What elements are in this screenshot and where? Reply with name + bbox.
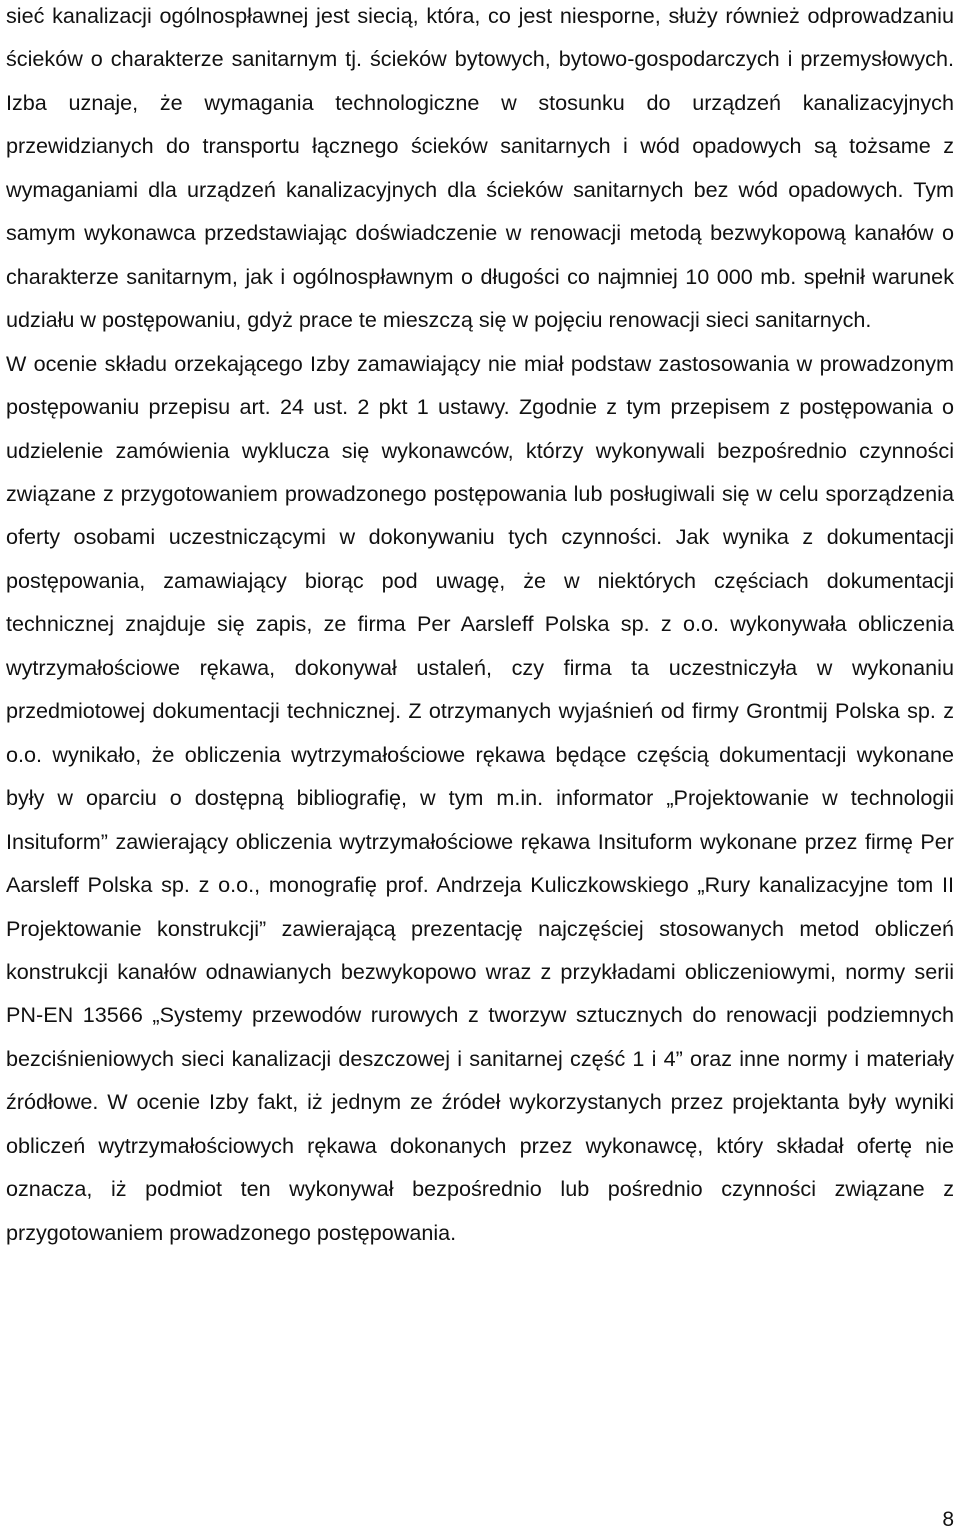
document-body	[6, 0, 954, 1254]
page-number: 8	[942, 1508, 954, 1531]
paragraph-1: sieć kanalizacji ogólnospławnej jest siecią, która, co jest niesporne, służy również odprowadzaniu ścieków o charakterze sanitarnym tj. ścieków bytowych, bytowo-gospodarczych i przemysłowych. Izba uznaje, że wymagania technologiczne w stosunku do urządzeń kanalizacyjnych przewidzianych do transportu łącznego ścieków sanitarnych i wód opadowych są tożsame z wymaganiami dla urządzeń kanalizacyjnych dla ścieków sanitarnych bez wód opadowych. Tym samym wykonawca przedstawiając doświadczenie w renowacji metodą bezwykopową kanałów o charakterze sanitarnym, jak i ogólnospławnym o długości co najmniej 10 000 mb. spełnił warunek udziału w postępowaniu, gdyż prace te mieszczą się w pojęciu renowacji sieci sanitarnych.	[6, 3, 954, 333]
paragraph-2: W ocenie składu orzekającego Izby zamawiający nie miał podstaw zastosowania w prowadzonym postępowaniu przepisu art. 24 ust. 2 pkt 1 ustawy. Zgodnie z tym przepisem z postępowania o udzielenie zamówienia wyklucza się wykonawców, którzy wykonywali bezpośrednio czynności związane z przygotowaniem prowadzonego postępowania lub posługiwali się w celu sporządzenia oferty osobami uczestniczącymi w dokonywaniu tych czynności. Jak wynika z dokumentacji postępowania, zamawiający biorąc pod uwagę, że w niektórych częściach dokumentacji technicznej znajduje się zapis, ze firma Per Aarsleff Polska sp. z o.o. wykonywała obliczenia wytrzymałościowe rękawa, dokonywał ustaleń, czy firma ta uczestniczyła w wykonaniu przedmiotowej dokumentacji technicznej. Z otrzymanych wyjaśnień od firmy Grontmij Polska sp. z o.o. wynikało, że obliczenia wytrzymałościowe rękawa będące częścią dokumentacji wykonane były w oparciu o dostępną bibliografię, w tym m.in. informator „Projektowanie w technologii Insituform” zawierający obliczenia wytrzymałościowe rękawa Insituform wykonane przez firmę Per Aarsleff Polska sp. z o.o., monografię prof. Andrzeja Kuliczkowskiego „Rury kanalizacyjne tom II Projektowanie konstrukcji” zawierającą prezentację najczęściej stosowanych metod obliczeń konstrukcji kanałów odnawianych bezwykopowo wraz z przykładami obliczeniowymi, normy serii PN-EN 13566 „Systemy przewodów rurowych z tworzyw sztucznych do renowacji podziemnych bezciśnieniowych sieci kanalizacji deszczowej i sanitarnej część 1 i 4” oraz inne normy i materiały źródłowe. W ocenie Izby fakt, iż jednym ze źródeł wykorzystanych przez projektanta były wyniki obliczeń wytrzymałościowych rękawa dokonanych przez wykonawcę, który składał ofertę nie oznacza, iż podmiot ten wykonywał bezpośrednio lub pośrednio czynności związane z przygotowaniem prowadzonego postępowania.	[6, 350, 954, 1245]
